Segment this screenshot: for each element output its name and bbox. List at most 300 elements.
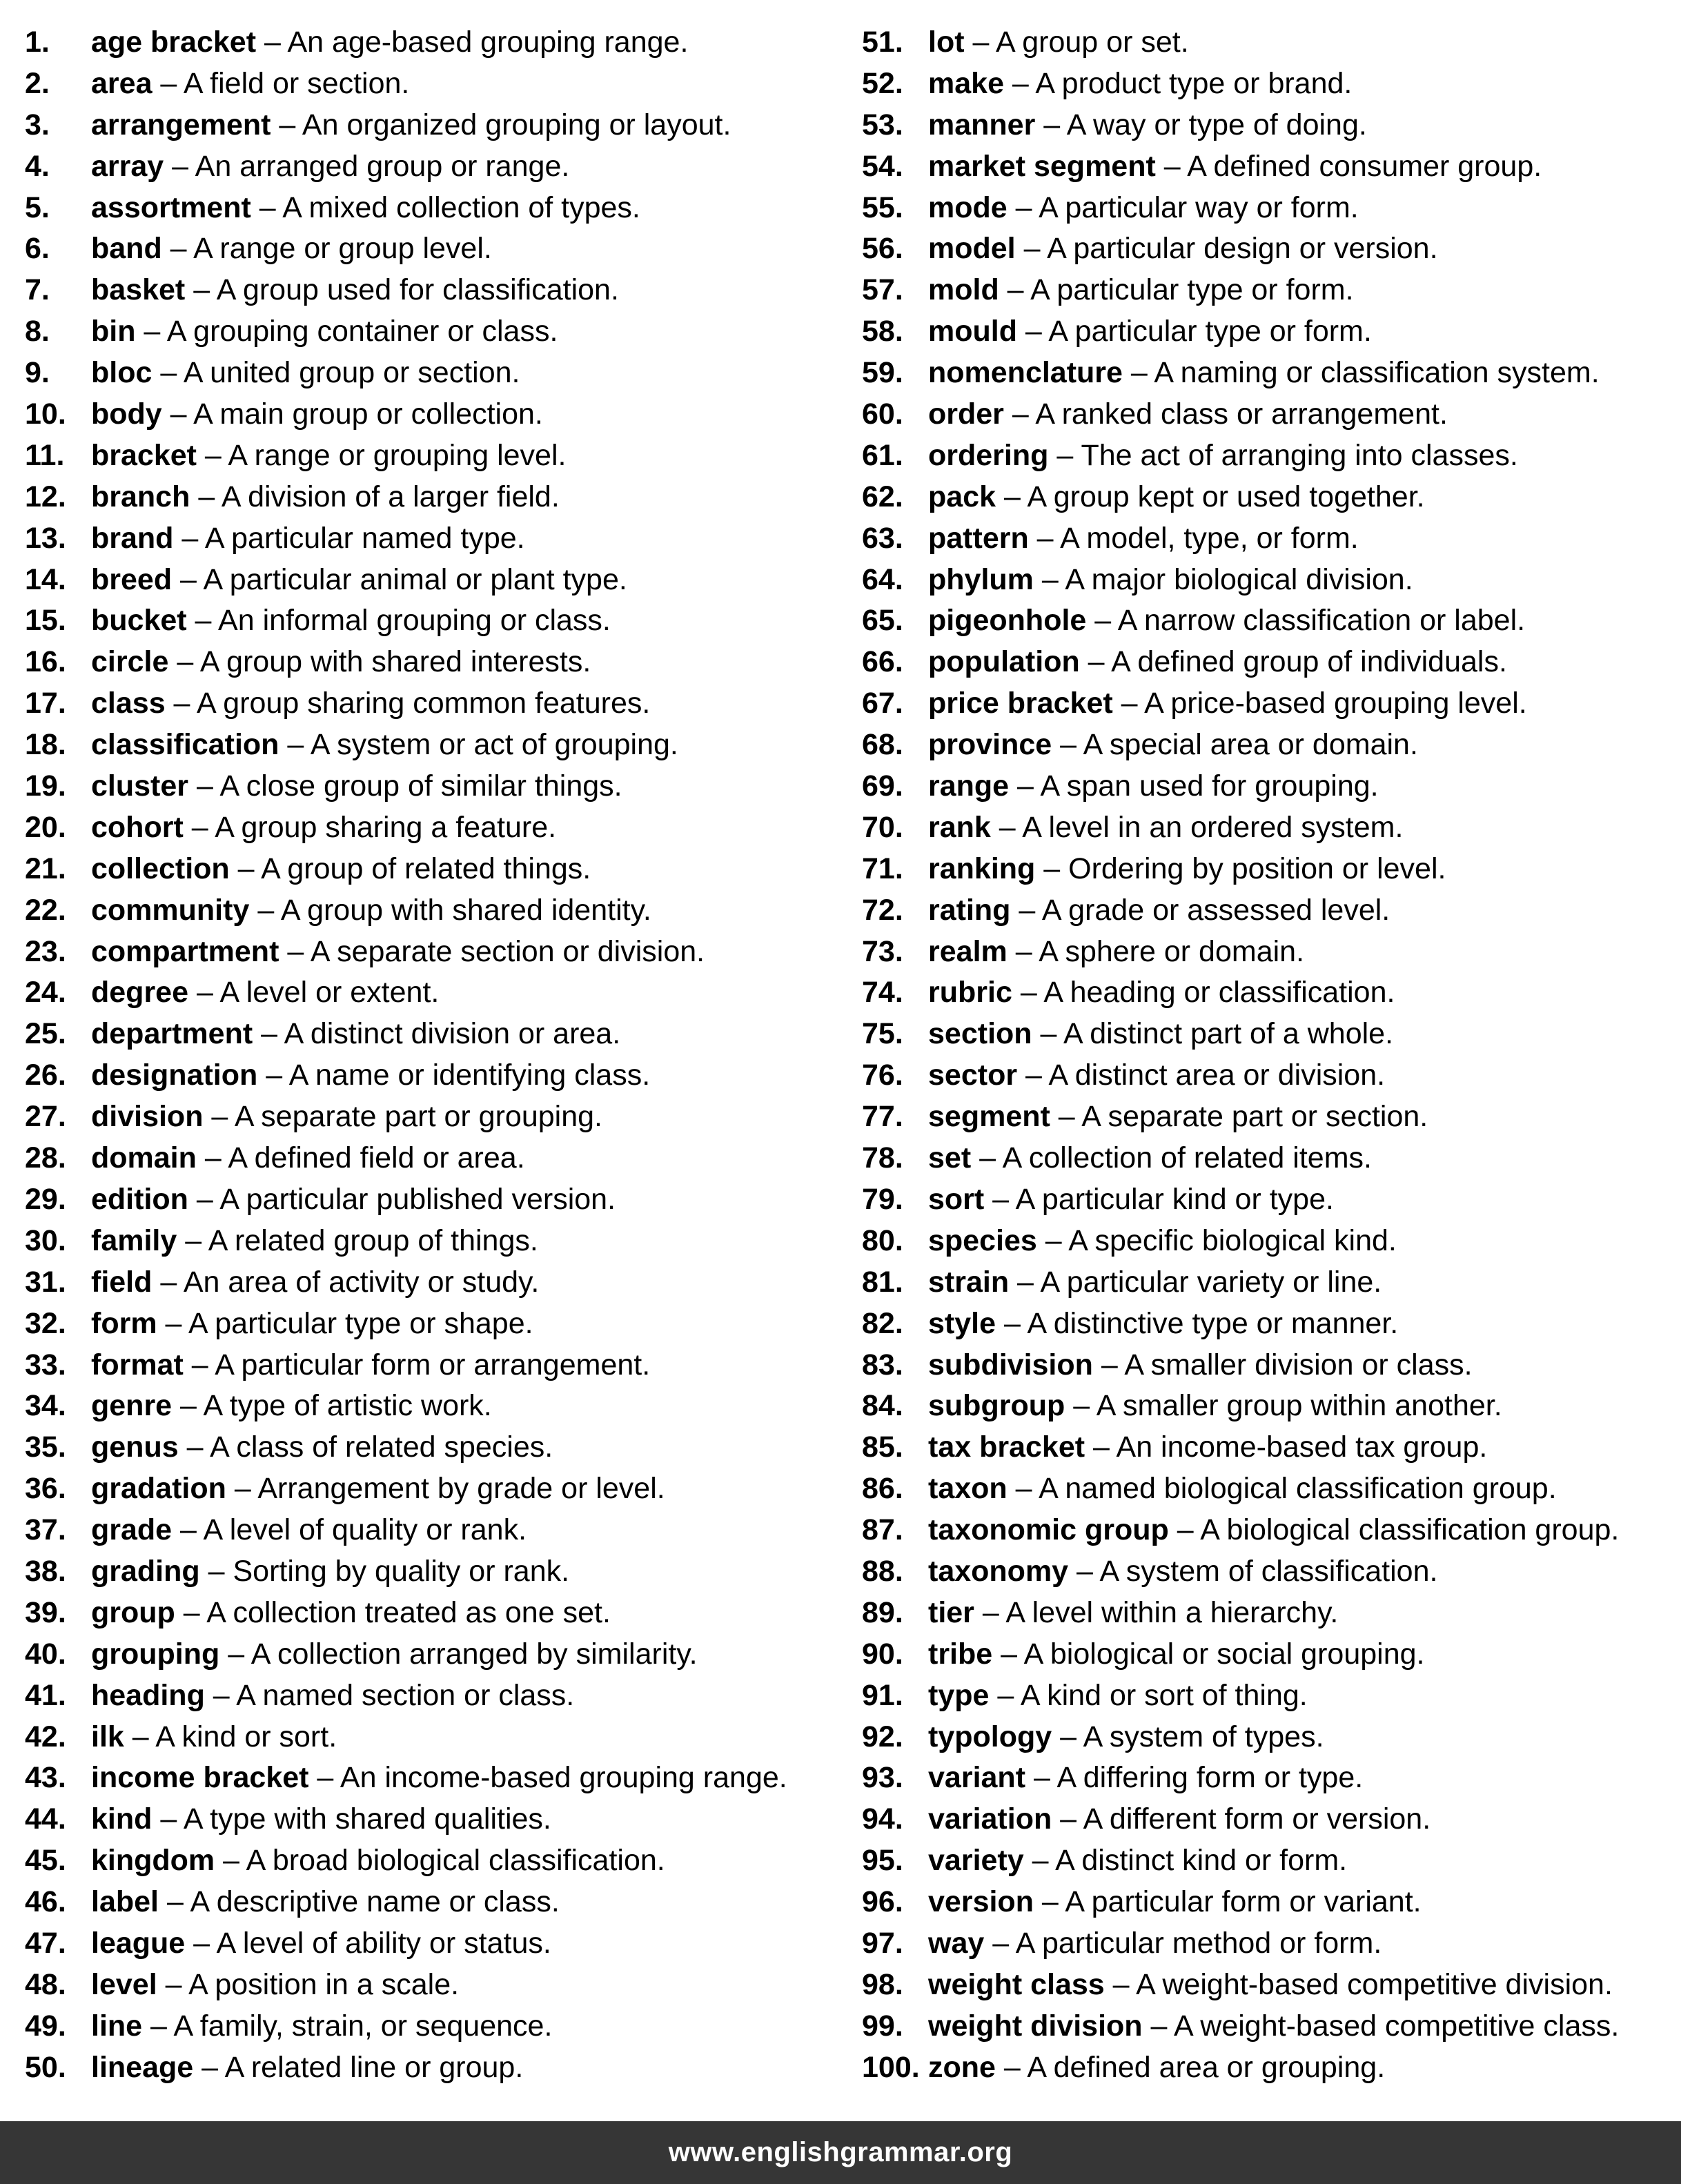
- list-item: [862, 1221, 1676, 1262]
- item-term: array: [91, 149, 164, 183]
- list-item: [25, 1303, 839, 1345]
- item-definition: A system of types.: [1083, 1720, 1324, 1753]
- list-item: [862, 1593, 1676, 1634]
- item-definition: A separate section or division.: [310, 934, 705, 968]
- item-term: market segment: [928, 149, 1156, 183]
- item-definition: A type of artistic work.: [203, 1389, 492, 1423]
- item-separator: –: [1028, 521, 1061, 555]
- item-separator: –: [971, 1141, 1003, 1175]
- item-separator: –: [1036, 1223, 1069, 1257]
- item-term: body: [91, 397, 162, 431]
- item-definition: A range or grouping level.: [228, 438, 567, 472]
- item-number: 84.: [862, 1389, 903, 1423]
- item-number: 96.: [862, 1885, 903, 1919]
- item-text: [928, 890, 1390, 932]
- item-term: cohort: [91, 810, 184, 844]
- item-term: age bracket: [91, 26, 257, 59]
- item-text: [928, 766, 1379, 807]
- list-item: [862, 1303, 1676, 1345]
- item-number: 28.: [25, 1141, 66, 1175]
- item-separator: –: [124, 1720, 156, 1753]
- item-text: [928, 270, 1354, 311]
- item-separator: –: [188, 976, 220, 1010]
- item-term: section: [928, 1017, 1032, 1051]
- item-text: [91, 1014, 620, 1055]
- item-text: [91, 1551, 569, 1593]
- list-item: [25, 849, 839, 890]
- list-item: [25, 1096, 839, 1138]
- item-separator: –: [190, 480, 222, 513]
- item-number: 98.: [862, 1967, 903, 2001]
- item-separator: –: [229, 852, 262, 885]
- item-separator: –: [1035, 108, 1067, 141]
- list-item: [862, 435, 1676, 477]
- item-separator: –: [157, 1306, 188, 1340]
- item-term: variety: [928, 1844, 1024, 1878]
- item-definition: A division of a larger field.: [221, 480, 560, 513]
- item-text: [91, 932, 705, 973]
- item-term: class: [91, 687, 166, 720]
- list-item: [25, 1923, 839, 1965]
- item-text: [928, 63, 1352, 105]
- item-number: 32.: [25, 1306, 66, 1340]
- list-item: [25, 725, 839, 766]
- item-separator: –: [995, 2050, 1028, 2084]
- item-separator: –: [199, 1554, 233, 1588]
- item-definition: A ranked class or arrangement.: [1035, 397, 1448, 431]
- item-text: [928, 1303, 1398, 1345]
- item-number: 81.: [862, 1265, 903, 1299]
- item-text: [928, 932, 1304, 973]
- item-number: 54.: [862, 149, 903, 183]
- list-item: [25, 1055, 839, 1096]
- item-term: strain: [928, 1265, 1010, 1299]
- item-text: [91, 311, 558, 353]
- item-separator: –: [984, 1182, 1016, 1216]
- item-separator: –: [172, 1513, 204, 1547]
- list-item: [862, 1262, 1676, 1303]
- item-separator: –: [1016, 315, 1049, 348]
- list-item: [25, 270, 839, 311]
- item-text: [928, 2006, 1619, 2047]
- item-term: subgroup: [928, 1389, 1065, 1423]
- item-number: 39.: [25, 1595, 66, 1629]
- item-definition: A price-based grouping level.: [1144, 687, 1527, 720]
- item-number: 87.: [862, 1513, 903, 1547]
- list-item: [25, 1882, 839, 1923]
- item-separator: –: [185, 273, 217, 307]
- item-separator: –: [1168, 1513, 1201, 1547]
- item-text: [928, 725, 1418, 766]
- item-term: basket: [91, 273, 186, 307]
- item-number: 31.: [25, 1265, 66, 1299]
- item-term: bracket: [91, 438, 197, 472]
- item-term: manner: [928, 108, 1036, 141]
- item-definition: A system or act of grouping.: [310, 728, 678, 762]
- item-number: 21.: [25, 852, 66, 885]
- item-number: 68.: [862, 728, 903, 762]
- item-number: 20.: [25, 810, 66, 844]
- item-definition: A distinctive type or manner.: [1027, 1306, 1399, 1340]
- item-number: 69.: [862, 769, 903, 803]
- list-item: [862, 1096, 1676, 1138]
- item-text: [928, 1221, 1397, 1262]
- item-definition: An organized grouping or layout.: [302, 108, 731, 141]
- item-definition: A grade or assessed level.: [1041, 893, 1390, 927]
- list-item: [25, 1386, 839, 1427]
- item-term: bucket: [91, 604, 187, 638]
- item-number: 23.: [25, 934, 66, 968]
- item-definition: A group with shared interests.: [199, 645, 591, 679]
- item-term: bin: [91, 315, 136, 348]
- item-separator: –: [1085, 1430, 1117, 1464]
- item-definition: An area of activity or study.: [183, 1265, 540, 1299]
- item-definition: A particular type or form.: [1030, 273, 1354, 307]
- list-item: [25, 683, 839, 725]
- item-separator: –: [161, 397, 194, 431]
- list-item: [862, 1510, 1676, 1551]
- item-text: [928, 435, 1518, 477]
- item-number: 79.: [862, 1182, 903, 1216]
- item-text: [91, 394, 543, 435]
- item-term: subdivision: [928, 1348, 1093, 1381]
- list-item: [25, 1468, 839, 1510]
- item-text: [91, 683, 650, 725]
- item-number: 82.: [862, 1306, 903, 1340]
- item-definition: A related group of things.: [208, 1223, 538, 1257]
- list-item: [862, 1923, 1676, 1965]
- item-definition: A descriptive name or class.: [190, 1885, 560, 1919]
- item-number: 7.: [25, 273, 50, 307]
- item-separator: –: [1033, 562, 1065, 596]
- item-text: [928, 1510, 1619, 1551]
- item-number: 65.: [862, 604, 903, 638]
- item-number: 57.: [862, 273, 903, 307]
- item-term: realm: [928, 934, 1007, 968]
- item-text: [928, 1799, 1431, 1840]
- item-number: 9.: [25, 356, 50, 390]
- list-item: [862, 1717, 1676, 1758]
- item-number: 67.: [862, 687, 903, 720]
- item-number: 66.: [862, 645, 903, 679]
- item-text: [928, 228, 1438, 270]
- item-text: [91, 146, 569, 188]
- item-number: 1.: [25, 26, 50, 59]
- item-definition: A kind or sort of thing.: [1020, 1678, 1308, 1712]
- item-term: nomenclature: [928, 356, 1123, 390]
- item-number: 86.: [862, 1472, 903, 1506]
- item-number: 46.: [25, 1885, 66, 1919]
- item-number: 43.: [25, 1761, 66, 1795]
- list-item: [862, 890, 1676, 932]
- list-item: [862, 683, 1676, 725]
- list-item: [862, 1179, 1676, 1221]
- item-number: 16.: [25, 645, 66, 679]
- item-definition: Ordering by position or level.: [1068, 852, 1446, 885]
- item-text: [91, 890, 651, 932]
- list-item: [862, 311, 1676, 353]
- item-text: [928, 807, 1403, 849]
- item-text: [91, 353, 520, 394]
- item-term: way: [928, 1926, 985, 1960]
- list-item: [25, 105, 839, 146]
- item-definition: A distinct division or area.: [284, 1017, 621, 1051]
- item-definition: A particular way or form.: [1039, 190, 1359, 224]
- item-number: 34.: [25, 1389, 66, 1423]
- item-number: 38.: [25, 1554, 66, 1588]
- list-item: [25, 1179, 839, 1221]
- item-text: [91, 807, 556, 849]
- item-definition: A group kept or used together.: [1027, 480, 1425, 513]
- list-item: [862, 1840, 1676, 1882]
- item-term: genus: [91, 1430, 179, 1464]
- item-separator: –: [188, 769, 220, 803]
- item-separator: –: [1003, 397, 1036, 431]
- item-definition: A specific biological kind.: [1068, 1223, 1397, 1257]
- item-number: 100.: [862, 2050, 920, 2084]
- item-separator: –: [1009, 769, 1041, 803]
- item-definition: A particular published version.: [219, 1182, 616, 1216]
- item-number: 47.: [25, 1926, 66, 1960]
- item-term: order: [928, 397, 1004, 431]
- item-term: grade: [91, 1513, 173, 1547]
- list-item: [862, 932, 1676, 973]
- item-separator: –: [196, 438, 228, 472]
- list-item: [862, 1965, 1676, 2006]
- item-text: [91, 1262, 539, 1303]
- item-separator: –: [1122, 356, 1154, 390]
- item-separator: –: [164, 149, 195, 183]
- list-item: [25, 807, 839, 849]
- item-text: [928, 1882, 1422, 1923]
- item-definition: A particular variety or line.: [1040, 1265, 1382, 1299]
- item-number: 50.: [25, 2050, 66, 2084]
- item-definition: A weight-based competitive class.: [1174, 2009, 1620, 2043]
- item-separator: –: [152, 66, 184, 100]
- item-separator: –: [161, 232, 194, 266]
- list-item: [25, 1221, 839, 1262]
- item-text: [91, 1923, 551, 1965]
- footer-bar: [0, 2121, 1681, 2184]
- item-number: 88.: [862, 1554, 903, 1588]
- list-item: [25, 1427, 839, 1468]
- item-number: 60.: [862, 397, 903, 431]
- list-item: [862, 353, 1676, 394]
- list-item: [25, 932, 839, 973]
- list-item: [25, 2006, 839, 2047]
- item-number: 62.: [862, 480, 903, 513]
- item-separator: –: [165, 687, 197, 720]
- item-number: 3.: [25, 108, 50, 141]
- item-definition: A separate part or grouping.: [234, 1100, 602, 1134]
- item-separator: –: [1142, 2009, 1174, 2043]
- item-separator: –: [992, 1637, 1024, 1671]
- item-definition: A particular method or form.: [1015, 1926, 1382, 1960]
- item-number: 17.: [25, 687, 66, 720]
- item-text: [91, 1303, 533, 1345]
- item-term: mode: [928, 190, 1007, 224]
- list-item: [25, 188, 839, 229]
- item-number: 91.: [862, 1678, 903, 1712]
- item-definition: A related line or group.: [224, 2050, 524, 2084]
- item-definition: A particular kind or type.: [1015, 1182, 1334, 1216]
- item-separator: –: [308, 1761, 340, 1795]
- item-definition: A collection arranged by similarity.: [250, 1637, 698, 1671]
- item-number: 89.: [862, 1595, 903, 1629]
- item-separator: –: [279, 728, 311, 762]
- item-number: 36.: [25, 1472, 66, 1506]
- list-item: [25, 1965, 839, 2006]
- item-text: [928, 1634, 1424, 1675]
- list-item: [862, 725, 1676, 766]
- item-term: taxon: [928, 1472, 1007, 1506]
- list-item: [862, 518, 1676, 560]
- list-item: [862, 1551, 1676, 1593]
- item-term: phylum: [928, 562, 1034, 596]
- item-separator: –: [178, 1430, 210, 1464]
- item-term: domain: [91, 1141, 197, 1175]
- item-definition: A model, type, or form.: [1060, 521, 1359, 555]
- item-term: form: [91, 1306, 157, 1340]
- item-text: [91, 1138, 525, 1179]
- item-definition: A level within a hierarchy.: [1005, 1595, 1339, 1629]
- item-text: [928, 1965, 1613, 2006]
- list-item: [862, 766, 1676, 807]
- item-term: set: [928, 1141, 972, 1175]
- item-separator: –: [193, 2050, 225, 2084]
- item-separator: –: [1007, 1472, 1039, 1506]
- item-separator: –: [173, 521, 205, 555]
- item-text: [91, 1675, 574, 1717]
- item-number: 37.: [25, 1513, 66, 1547]
- item-term: level: [91, 1967, 157, 2001]
- item-separator: –: [183, 810, 215, 844]
- item-number: 93.: [862, 1761, 903, 1795]
- list-item: [25, 518, 839, 560]
- item-text: [91, 1221, 538, 1262]
- item-separator: –: [152, 1265, 184, 1299]
- item-text: [928, 1675, 1308, 1717]
- list-item: [25, 353, 839, 394]
- item-text: [928, 1427, 1487, 1468]
- item-separator: –: [1104, 1967, 1137, 2001]
- item-definition: A group of related things.: [261, 852, 591, 885]
- item-definition: A weight-based competitive division.: [1136, 1967, 1613, 2001]
- list-item: [862, 1386, 1676, 1427]
- item-number: 15.: [25, 604, 66, 638]
- item-text: [928, 1055, 1385, 1096]
- item-text: [91, 1593, 611, 1634]
- item-definition: A group with shared identity.: [280, 893, 651, 927]
- item-term: mold: [928, 273, 999, 307]
- list-item: [25, 1717, 839, 1758]
- item-separator: –: [1155, 149, 1188, 183]
- item-text: [928, 1179, 1334, 1221]
- word-list-column-left: [25, 22, 839, 2089]
- item-term: degree: [91, 976, 189, 1010]
- item-text: [928, 1096, 1428, 1138]
- item-separator: –: [253, 1017, 284, 1051]
- item-definition: A group or set.: [995, 26, 1189, 59]
- list-item: [25, 1138, 839, 1179]
- item-definition: A system of classification.: [1099, 1554, 1438, 1588]
- item-number: 26.: [25, 1059, 66, 1092]
- item-number: 52.: [862, 66, 903, 100]
- item-number: 92.: [862, 1720, 903, 1753]
- item-text: [91, 1179, 616, 1221]
- item-number: 85.: [862, 1430, 903, 1464]
- item-term: branch: [91, 480, 190, 513]
- item-separator: –: [183, 1348, 215, 1381]
- item-definition: A field or section.: [183, 66, 410, 100]
- item-number: 80.: [862, 1223, 903, 1257]
- list-item: [862, 188, 1676, 229]
- item-number: 10.: [25, 397, 66, 431]
- item-text: [928, 1014, 1393, 1055]
- item-separator: –: [1012, 976, 1044, 1010]
- item-term: mould: [928, 315, 1017, 348]
- item-separator: –: [203, 1100, 235, 1134]
- item-definition: An arranged group or range.: [195, 149, 570, 183]
- item-separator: –: [1050, 1100, 1082, 1134]
- item-text: [91, 1510, 527, 1551]
- item-separator: –: [1052, 728, 1083, 762]
- item-text: [91, 1799, 551, 1840]
- item-text: [91, 766, 622, 807]
- item-definition: A level of ability or status.: [216, 1926, 551, 1960]
- item-text: [91, 228, 492, 270]
- list-item: [862, 1138, 1676, 1179]
- item-text: [928, 105, 1367, 146]
- item-term: league: [91, 1926, 186, 1960]
- item-separator: –: [974, 1595, 1006, 1629]
- item-term: version: [928, 1885, 1034, 1919]
- item-term: style: [928, 1306, 996, 1340]
- item-text: [928, 1386, 1502, 1427]
- item-term: department: [91, 1017, 253, 1051]
- item-term: cluster: [91, 769, 189, 803]
- item-separator: –: [257, 1059, 289, 1092]
- item-separator: –: [279, 934, 311, 968]
- item-separator: –: [1065, 1389, 1097, 1423]
- item-term: tax bracket: [928, 1430, 1085, 1464]
- item-number: 41.: [25, 1678, 66, 1712]
- item-definition: An income-based grouping range.: [340, 1761, 787, 1795]
- list-item: [862, 1634, 1676, 1675]
- item-separator: –: [1079, 645, 1112, 679]
- item-term: weight division: [928, 2009, 1143, 2043]
- item-definition: A different form or version.: [1083, 1802, 1431, 1836]
- item-separator: –: [1086, 604, 1118, 638]
- list-item: [25, 228, 839, 270]
- item-number: 95.: [862, 1844, 903, 1878]
- item-number: 18.: [25, 728, 66, 762]
- list-item: [862, 2047, 1676, 2089]
- list-item: [25, 1510, 839, 1551]
- item-term: pack: [928, 480, 996, 513]
- item-number: 73.: [862, 934, 903, 968]
- list-item: [25, 22, 839, 63]
- list-item: [25, 766, 839, 807]
- item-definition: An age-based grouping range.: [287, 26, 689, 59]
- item-text: [928, 477, 1425, 518]
- item-term: classification: [91, 728, 279, 762]
- list-item: [862, 1799, 1676, 1840]
- item-definition: A particular design or version.: [1047, 232, 1438, 266]
- item-definition: A differing form or type.: [1056, 1761, 1364, 1795]
- item-text: [91, 518, 525, 560]
- item-separator: –: [1023, 1844, 1056, 1878]
